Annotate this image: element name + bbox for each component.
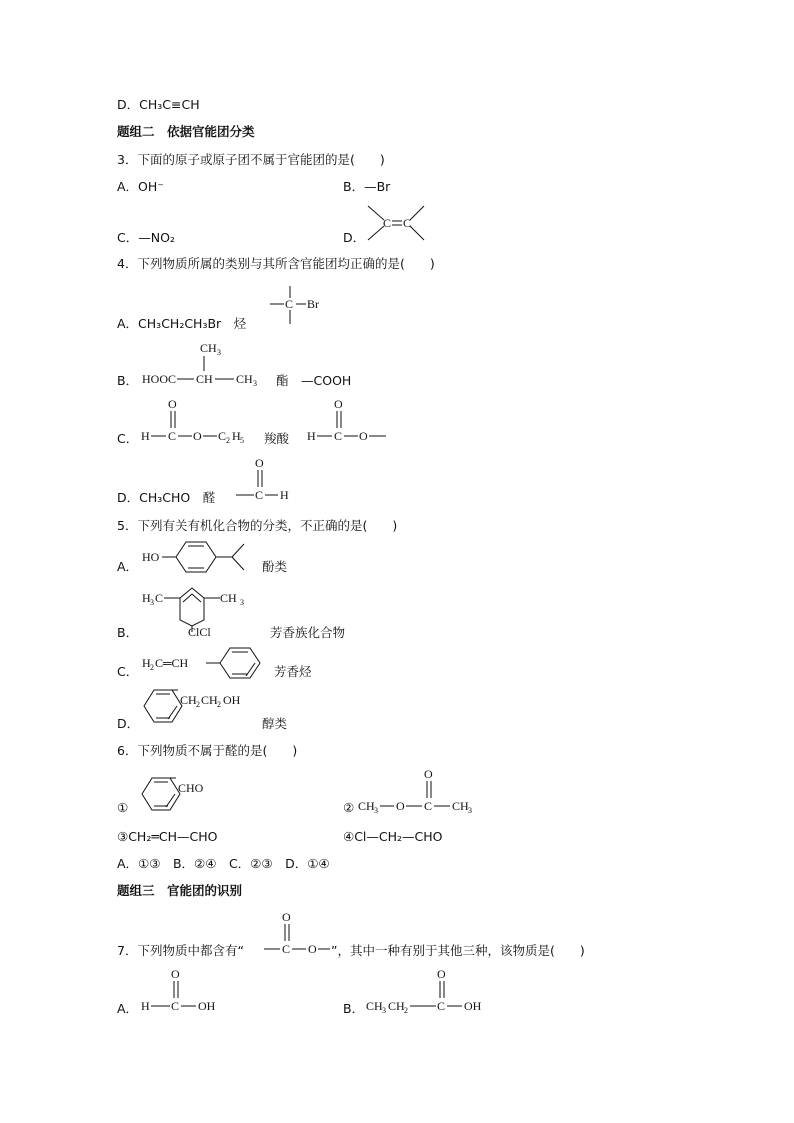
- svg-text:C: C: [218, 429, 227, 443]
- svg-text:C: C: [334, 429, 343, 443]
- svg-text:C: C: [437, 999, 446, 1013]
- alkene-c-right: C: [403, 216, 412, 230]
- svg-text:2: 2: [196, 700, 200, 709]
- c-br-c: C: [285, 297, 294, 311]
- svg-text:O: O: [255, 456, 264, 470]
- svg-text:3: 3: [150, 598, 154, 607]
- q5-option-d-class: 醇类: [262, 716, 288, 731]
- svg-text:O: O: [396, 799, 405, 813]
- q7-option-a-label: A．: [117, 1001, 139, 1016]
- q3-option-a: A．OH⁻: [117, 179, 164, 194]
- svg-text:H: H: [209, 693, 218, 707]
- q4c-ester-structure: [140, 396, 270, 446]
- c-br-br: Br: [307, 297, 319, 311]
- q5-option-b-class: 芳香族化合物: [270, 625, 346, 640]
- svg-text:C: C: [282, 942, 291, 956]
- q6-benzaldehyde-structure: [138, 772, 218, 816]
- svg-text:O: O: [171, 967, 180, 981]
- q6-item-3: ③CH₂═CH—CHO: [117, 829, 218, 844]
- svg-text:O: O: [282, 910, 291, 924]
- q4b-ch3-top: CH: [200, 341, 217, 355]
- q4-option-b-class: 酯 —COOH: [276, 373, 352, 388]
- svg-text:HO: HO: [142, 550, 160, 564]
- q4c-functional-group: [306, 396, 396, 446]
- svg-text:CH: CH: [358, 799, 375, 813]
- svg-text:3: 3: [468, 806, 472, 815]
- q4-option-c-label: C．: [117, 431, 139, 446]
- q5b-structure: [140, 586, 270, 642]
- svg-text:C: C: [424, 799, 433, 813]
- q5d-structure: [140, 686, 270, 730]
- q6-options: A．①③ B．②④ C．②③ D．①④: [117, 856, 330, 871]
- q5-option-c-class: 芳香烃: [274, 664, 312, 679]
- svg-text:CH: CH: [366, 999, 383, 1013]
- q5a-structure: [140, 538, 270, 576]
- svg-text:CH: CH: [452, 799, 469, 813]
- svg-text:3: 3: [253, 379, 257, 388]
- q4-option-d: D．CH₃CHO 醛: [117, 490, 216, 505]
- svg-text:CH: CH: [220, 591, 237, 605]
- svg-text:OH: OH: [223, 693, 241, 707]
- svg-text:C: C: [155, 591, 164, 605]
- c-br-structure: [268, 284, 338, 328]
- q4b-ch3-right: CH: [236, 372, 253, 386]
- svg-text:CH: CH: [180, 693, 197, 707]
- svg-text:3: 3: [217, 348, 221, 357]
- q5c-styrene-structure: [140, 645, 270, 685]
- q3-option-d: D．: [343, 230, 366, 245]
- q7b-propanoic-acid: [364, 964, 494, 1016]
- q4d-aldehyde-group: [234, 455, 304, 505]
- q6-item-1-label: ①: [117, 800, 129, 815]
- svg-text:C: C: [201, 693, 210, 707]
- svg-text:H: H: [307, 429, 316, 443]
- svg-text:O: O: [424, 767, 433, 781]
- q4b-ch: CH: [196, 372, 213, 386]
- svg-text:2: 2: [226, 436, 230, 445]
- q7-stem-pre: 7．下列物质中都含有“: [117, 943, 244, 958]
- svg-text:3: 3: [382, 1006, 386, 1015]
- svg-text:C: C: [168, 429, 177, 443]
- q4b-structure: [140, 340, 270, 390]
- svg-text:CHO: CHO: [178, 781, 204, 795]
- svg-text:O: O: [193, 429, 202, 443]
- q4-option-b-label: B．: [117, 373, 139, 388]
- q6-item-2-label: ②: [343, 800, 355, 815]
- q4b-hooc: HOOC: [142, 372, 177, 386]
- svg-text:5: 5: [240, 436, 244, 445]
- svg-text:CH: CH: [388, 999, 405, 1013]
- q3-stem: 3．下面的原子或原子团不属于官能团的是( ): [117, 152, 385, 167]
- svg-text:H: H: [232, 429, 241, 443]
- q6-stem: 6．下列物质不属于醛的是( ): [117, 743, 298, 758]
- q5-option-a-class: 酚类: [262, 559, 288, 574]
- svg-text:C═CH: C═CH: [155, 656, 189, 670]
- q5-stem: 5．下列有关有机化合物的分类，不正确的是( ): [117, 518, 398, 533]
- q3-option-c: C．—NO₂: [117, 230, 175, 245]
- svg-text:O: O: [437, 967, 446, 981]
- q5-option-b-label: B．: [117, 625, 139, 640]
- q5-option-d-label: D．: [117, 716, 140, 731]
- alkene-c-left: C: [383, 216, 392, 230]
- q5-option-a-label: A．: [117, 559, 139, 574]
- q4-option-a: A．CH₃CH₂CH₃Br 烃: [117, 316, 247, 331]
- q4-stem: 4．下列物质所属的类别与其所含官能团均正确的是( ): [117, 256, 435, 271]
- q2-option-d: D．CH₃C≡CH: [117, 97, 200, 112]
- svg-text:ClCl: ClCl: [188, 625, 211, 639]
- svg-text:O: O: [308, 942, 317, 956]
- svg-text:O: O: [168, 397, 177, 411]
- svg-text:O: O: [334, 397, 343, 411]
- svg-text:OH: OH: [198, 999, 216, 1013]
- svg-text:C: C: [255, 488, 264, 502]
- svg-text:H: H: [142, 656, 151, 670]
- svg-text:C: C: [171, 999, 180, 1013]
- q7a-formic-acid: [140, 964, 240, 1016]
- svg-text:H: H: [280, 488, 289, 502]
- q6-item-4: ④Cl—CH₂—CHO: [343, 829, 443, 844]
- svg-text:3: 3: [374, 806, 378, 815]
- svg-text:2: 2: [150, 663, 154, 672]
- svg-text:O: O: [359, 429, 368, 443]
- q7-stem-post: ”，其中一种有别于其他三种，该物质是( ): [331, 943, 585, 958]
- group2-title: 题组二 依据官能团分类: [117, 124, 255, 139]
- svg-text:OH: OH: [464, 999, 482, 1013]
- q3-option-b: B．—Br: [343, 179, 391, 194]
- svg-text:2: 2: [217, 700, 221, 709]
- q7-ester-group: [262, 906, 332, 958]
- svg-text:2: 2: [404, 1006, 408, 1015]
- svg-text:H: H: [141, 429, 150, 443]
- q5-option-c-label: C．: [117, 664, 139, 679]
- svg-text:3: 3: [240, 598, 244, 607]
- q7-option-b-label: B．: [343, 1001, 365, 1016]
- svg-text:H: H: [142, 591, 151, 605]
- q4-option-c-class: 羧酸: [264, 431, 290, 446]
- svg-text:H: H: [141, 999, 150, 1013]
- q6-ester-structure: [356, 764, 486, 816]
- alkene-structure: [362, 202, 432, 244]
- group3-title: 题组三 官能团的识别: [117, 883, 243, 898]
